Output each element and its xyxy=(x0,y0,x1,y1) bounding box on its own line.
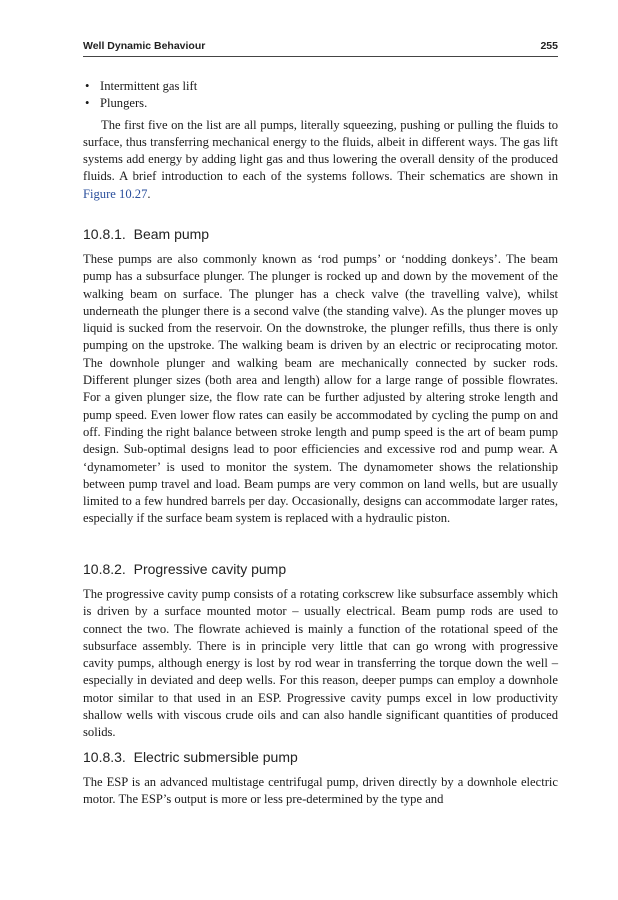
running-title: Well Dynamic Behaviour xyxy=(83,40,206,52)
bullet-icon: • xyxy=(85,79,90,93)
section-beam-pump xyxy=(83,226,558,528)
section-paragraph: The progressive cavity pump consists of a rotating corkscrew like subsurface assembly which is driven by a surface mounted motor – usually electrical. Beam pump rods are used to connect the two. The flowrate achieved is mainly a function of the rotational speed of the subsurface assembly. There is in principle very little that can go wrong with progressive cavity pumps, although energy is lost by rod wear in transferring the torque down the well – especially in deviated and deep wells. For this reason, deeper pumps can employ a downhole motor similar to that used in an ESP. Progressive cavity pumps excel in low productivity shallow wells with viscous crude oils and can also handle significant quantities of produced solids. xyxy=(83,587,558,740)
running-header xyxy=(83,40,558,52)
section-heading: 10.8.1. Beam pump xyxy=(83,226,210,242)
intro-paragraph: The first five on the list are all pumps, literally squeezing, pushing or pulling the fluids to surface, thus transferring mechanical energy to the fluids, albeit in different ways. The gas lift systems add energy by adding light gas and thus lowering the overall density of the produced fluids. A brief introduction to each of the systems follows. Their schematics are shown in Figure 10.27. xyxy=(83,117,558,201)
header-rule xyxy=(83,56,558,57)
bullet-list xyxy=(83,78,558,113)
section-heading: 10.8.2. Progressive cavity pump xyxy=(83,561,287,577)
section-progressive-cavity-pump xyxy=(83,561,558,742)
section-electric-submersible-pump xyxy=(83,749,558,809)
list-item: • Plungers. xyxy=(83,95,558,112)
page-number: 255 xyxy=(540,40,558,52)
section-paragraph: These pumps are also commonly known as ‘rod pumps’ or ‘nodding donkeys’. The beam pump has a subsurface plunger. The plunger is rocked up and down by the movement of the walking beam on surface. The plunger has a check valve (the travelling valve), whilst underneath the plunger there is a second valve (the standing valve). As the plunger moves up liquid is sucked from the reservoir. On the downstroke, the plunger refills, thus there is only pumping on the upstroke. The walking beam is driven by an electric or reciprocating motor. The downhole plunger and walking beam are mechanically connected by sucker rods. Different plunger sizes (both area and length) allow for a large range of possible flowrates. For a given plunger size, the flow rate can be further adjusted by altering stroke length and pump speed. Even lower flow rates can easily be accommodated by cycling the pump on and off. Finding the right balance between stroke length and pump speed is the art of beam pump design. Sub-optimal designs lead to poor efficiencies and excessive rod and pump wear. A ‘dynamometer’ is used to monitor the system. The dynamometer shows the relationship between pump travel and load. Beam pumps are very common on land wells, but are usually limited to a few hundred barrels per day. Occasionally, designs can accommodate larger rates, especially if the surface beam system is replaced with a hydraulic piston. xyxy=(83,252,558,526)
section-heading: 10.8.3. Electric submersible pump xyxy=(83,749,298,765)
section-paragraph: The ESP is an advanced multistage centrifugal pump, driven directly by a downhole electric motor. The ESP’s output is more or less pre-determined by the type and xyxy=(83,775,558,807)
intro-block xyxy=(83,78,558,203)
bullet-icon: • xyxy=(85,96,90,111)
list-item: • Intermittent gas lift xyxy=(83,78,558,95)
figure-link[interactable]: Figure 10.27 xyxy=(83,186,148,201)
